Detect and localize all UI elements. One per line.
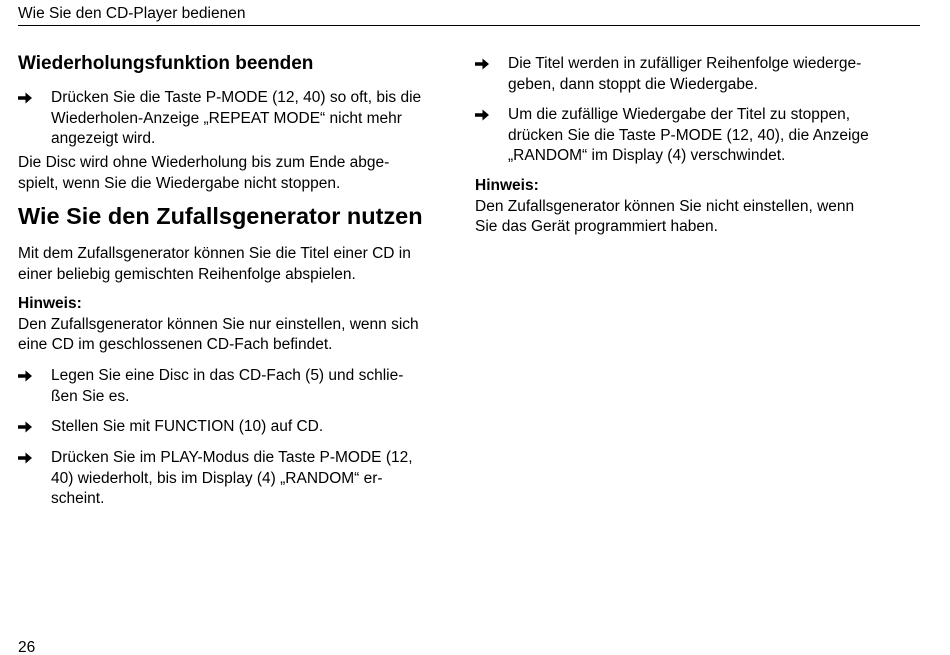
section-heading-random: Wie Sie den Zufallsgenerator nutzen bbox=[18, 203, 423, 229]
bullet-text bbox=[51, 417, 463, 438]
text-line: Um die zufällige Wiedergabe der Titel zu stoppen, bbox=[508, 106, 851, 123]
text-line: Die Titel werden in zufälliger Reihenfolge wiederge- bbox=[508, 55, 862, 72]
text-line: Sie das Gerät programmiert haben. bbox=[475, 218, 718, 235]
bullet-text bbox=[51, 366, 463, 407]
text-line: Drücken Sie die Taste P-MODE (12, 40) so oft, bis die bbox=[51, 89, 422, 106]
right-arrow-icon bbox=[18, 88, 51, 109]
note-label: Hinweis: bbox=[18, 295, 82, 312]
page-number: 26 bbox=[18, 639, 36, 655]
right-arrow-icon bbox=[18, 417, 51, 438]
right-arrow-icon bbox=[475, 54, 508, 75]
note-label: Hinweis: bbox=[475, 177, 539, 194]
text-line: Legen Sie eine Disc in das CD-Fach (5) und schlie- bbox=[51, 367, 404, 384]
text-line: spielt, wenn Sie die Wiedergabe nicht stoppen. bbox=[18, 174, 341, 192]
text-line: Den Zufallsgenerator können Sie nur einstellen, wenn sich bbox=[18, 315, 419, 333]
bullet-text bbox=[51, 88, 463, 150]
text-line: geben, dann stoppt die Wiedergabe. bbox=[508, 75, 758, 93]
bullet-text bbox=[508, 105, 920, 167]
text-line: Den Zufallsgenerator können Sie nicht einstellen, wenn bbox=[475, 197, 855, 215]
paragraph bbox=[18, 244, 463, 285]
bullet-item bbox=[18, 448, 463, 510]
text-line: Drücken Sie im PLAY-Modus die Taste P-MODE (12, bbox=[51, 449, 413, 466]
section-heading-repeat-off: Wiederholungsfunktion beenden bbox=[18, 53, 314, 74]
text-line: Stellen Sie mit FUNCTION (10) auf CD. bbox=[51, 418, 324, 435]
text-line: drücken Sie die Taste P-MODE (12, 40), die Anzeige bbox=[508, 126, 869, 144]
text-line: „RANDOM“ im Display (4) verschwindet. bbox=[508, 147, 786, 164]
bullet-item bbox=[18, 417, 463, 438]
bullet-item bbox=[475, 105, 920, 167]
paragraph bbox=[18, 153, 463, 194]
text-line: eine CD im geschlossenen CD-Fach befindet. bbox=[18, 336, 333, 353]
text-line: 40) wiederholt, bis im Display (4) „RANDOM“ er- bbox=[51, 469, 383, 487]
header-title: Wie Sie den CD-Player bedienen bbox=[18, 5, 246, 22]
right-arrow-icon bbox=[475, 105, 508, 126]
note bbox=[475, 176, 920, 238]
text-line: Wiederholen-Anzeige „REPEAT MODE“ nicht mehr bbox=[51, 109, 402, 127]
page-header bbox=[18, 6, 920, 26]
text-line: angezeigt wird. bbox=[51, 130, 156, 147]
bullet-text bbox=[51, 448, 463, 510]
right-arrow-icon bbox=[18, 448, 51, 469]
right-arrow-icon bbox=[18, 366, 51, 387]
text-line: einer beliebig gemischten Reihenfolge abspielen. bbox=[18, 265, 356, 283]
text-line: scheint. bbox=[51, 490, 105, 507]
text-line: ßen Sie es. bbox=[51, 387, 130, 405]
text-line: Die Disc wird ohne Wiederholung bis zum Ende abge- bbox=[18, 154, 390, 171]
bullet-text bbox=[508, 54, 920, 95]
note bbox=[18, 294, 463, 356]
bullet-item bbox=[18, 88, 463, 150]
bullet-item bbox=[475, 54, 920, 95]
bullet-item bbox=[18, 366, 463, 407]
text-line: Mit dem Zufallsgenerator können Sie die Titel einer CD in bbox=[18, 245, 411, 262]
